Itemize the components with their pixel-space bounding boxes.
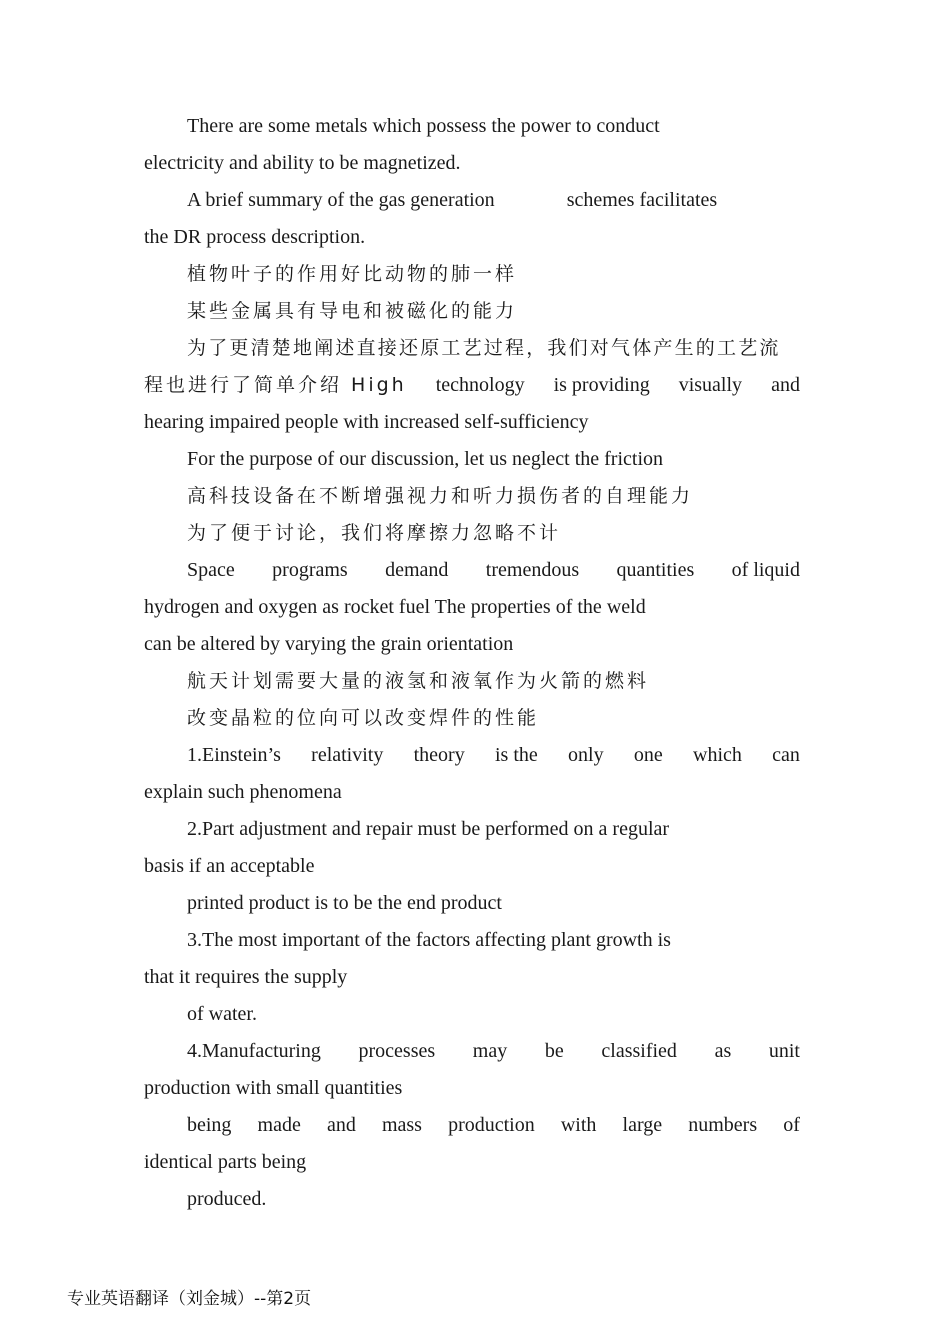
text-fragment: mass	[381, 1114, 422, 1136]
text-line: 3.The most important of the factors affecting plant growth is	[187, 929, 671, 951]
text-line: 2.Part adjustment and repair must be performed on a regular	[187, 818, 670, 840]
text-line	[144, 1033, 800, 1070]
text-line: of water.	[187, 1003, 257, 1025]
text-fragment: processes	[358, 1040, 436, 1062]
text-line: For the purpose of our discussion, let us neglect the friction	[187, 448, 664, 470]
body-text	[144, 108, 800, 1218]
text-fragment: technology	[435, 374, 525, 396]
text-fragment: one	[633, 744, 663, 766]
text-fragment: can	[772, 744, 800, 766]
text-fragment: of liquid	[731, 559, 800, 581]
text-fragment: A brief summary of the gas generation	[187, 189, 495, 211]
text-fragment: theory	[413, 744, 465, 766]
text-fragment: 4.Manufacturing	[187, 1040, 321, 1062]
text-fragment: being	[187, 1114, 232, 1136]
text-line: There are some metals which possess the power to conduct	[187, 115, 660, 137]
text-line	[144, 182, 800, 219]
text-line-zh: 改变晶粒的位向可以改变焊件的性能	[187, 707, 540, 729]
text-line: printed product is to be the end product	[187, 892, 502, 914]
text-line: that it requires the supply	[144, 966, 348, 988]
text-fragment: and	[326, 1114, 356, 1136]
text-line: explain such phenomena	[144, 781, 342, 803]
text-fragment: programs	[272, 559, 348, 581]
text-line: can be altered by varying the grain orientation	[144, 633, 514, 655]
text-fragment: production	[448, 1114, 535, 1136]
text-fragment: is the	[494, 744, 538, 766]
text-fragment: demand	[385, 559, 449, 581]
text-fragment: only	[568, 744, 604, 766]
text-line: hearing impaired people with increased self-sufficiency	[144, 411, 589, 433]
text-fragment: 程也进行了简单介绍 High	[144, 374, 407, 396]
text-fragment: as	[714, 1040, 732, 1062]
text-line-zh: 植物叶子的作用好比动物的肺一样	[187, 263, 518, 285]
text-fragment: relativity	[311, 744, 384, 766]
text-fragment: numbers	[688, 1114, 758, 1136]
text-fragment: large	[622, 1114, 663, 1136]
text-fragment: of	[783, 1114, 800, 1136]
text-line-zh: 为了更清楚地阐述直接还原工艺过程，我们对气体产生的工艺流	[187, 337, 781, 359]
text-line: electricity and ability to be magnetized.	[144, 152, 461, 174]
text-line	[144, 737, 800, 774]
page-footer: 专业英语翻译（刘金城）--第2页	[67, 1289, 312, 1309]
text-line-zh: 为了便于讨论，我们将摩擦力忽略不计	[187, 522, 562, 544]
text-fragment: schemes facilitates	[566, 189, 718, 211]
text-line: hydrogen and oxygen as rocket fuel The properties of the weld	[144, 596, 646, 618]
text-fragment: made	[257, 1114, 301, 1136]
text-line-zh: 航天计划需要大量的液氢和液氧作为火箭的燃料	[187, 670, 650, 692]
text-fragment: be	[544, 1040, 564, 1062]
text-fragment: Space	[187, 559, 235, 581]
text-fragment: which	[693, 744, 742, 766]
text-fragment: with	[560, 1114, 597, 1136]
text-line	[144, 552, 800, 589]
text-fragment: visually	[678, 374, 743, 396]
text-fragment: may	[472, 1040, 508, 1062]
text-line	[144, 1107, 800, 1144]
text-fragment: tremendous	[485, 559, 580, 581]
text-line: production with small quantities	[144, 1077, 403, 1099]
text-line	[144, 367, 800, 404]
text-fragment: unit	[768, 1040, 800, 1062]
text-line: basis if an acceptable	[144, 855, 315, 877]
text-fragment: is providing	[553, 374, 650, 396]
text-fragment: 1.Einstein’s	[187, 744, 281, 766]
text-line: the DR process description.	[144, 226, 366, 248]
text-line-zh: 高科技设备在不断增强视力和听力损伤者的自理能力	[187, 485, 694, 507]
text-line: identical parts being	[144, 1151, 307, 1173]
text-line: produced.	[187, 1188, 267, 1210]
text-fragment: and	[771, 374, 800, 396]
text-line-zh: 某些金属具有导电和被磁化的能力	[187, 300, 518, 322]
text-fragment: classified	[601, 1040, 677, 1062]
text-fragment: quantities	[616, 559, 695, 581]
